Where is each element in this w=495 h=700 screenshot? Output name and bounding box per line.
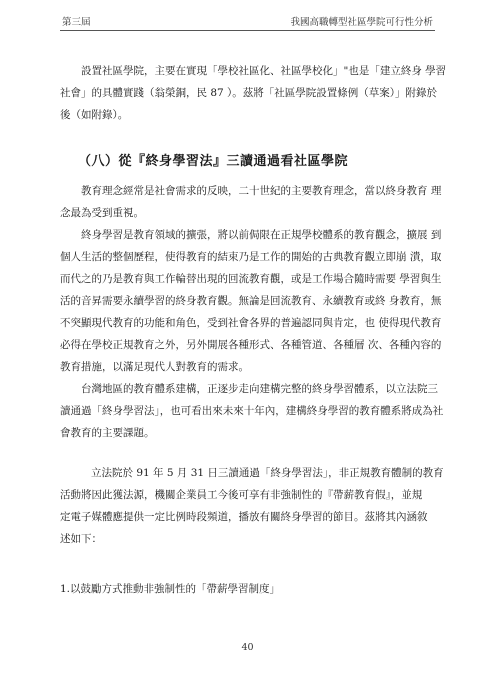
header-rule bbox=[60, 30, 435, 31]
section-heading: （八）從『終身學習法』三讀通過看社區學院 bbox=[78, 154, 349, 169]
text-line: 台灣地區的教育體系建構，正逐步走向建構完整的終身學習體系，以立法院三 bbox=[81, 383, 438, 395]
text-line: 教育理念經常是社會需求的反映，二十世紀的主要教育理念，當以終身教育 理 bbox=[81, 185, 442, 197]
text-line: 立法院於 91 年 5 月 31 日三讀通過「終身學習法」，非正規教育體制的教育 bbox=[91, 467, 444, 479]
paragraph-education-concept bbox=[60, 180, 442, 224]
header-left: 第三屆 bbox=[62, 17, 91, 28]
text-line: 設置社區學院，主要在實現「學校社區化、社區學校化」"也是「建立終身 學習 bbox=[81, 65, 447, 77]
text-line: 述如下： bbox=[60, 533, 102, 545]
paragraph-taiwan-system bbox=[60, 378, 444, 444]
text-line: 個人生活的整個歷程，使得教育的結束乃是工作的開始的古典教育觀立即崩 潰，取 bbox=[60, 251, 442, 263]
text-line: 讀通過「終身學習法」，也可看出來未來十年內，建構終身學習的教育體系將成為社 bbox=[60, 405, 444, 417]
intro-paragraph bbox=[60, 60, 447, 126]
text-line: 念最為受到重視。 bbox=[60, 207, 144, 219]
text-line: 1.以鼓勵方式推動非強制性的「帶薪學習制度」 bbox=[60, 583, 281, 595]
text-line: 教育措施，以滿足現代人對教育的需求。 bbox=[60, 361, 249, 373]
paragraph-lifelong-learning bbox=[60, 224, 442, 378]
text-line: 而代之的乃是教育與工作輪替出現的回流教育觀，或是工作場合隨時需要 學習與生 bbox=[60, 273, 442, 285]
text-line: 終身學習是教育領域的擴張，將以前侷限在正規學校體系的教育觀念，擴展 到 bbox=[81, 229, 442, 241]
text-line: 活的音昇需要永續學習的終身教育觀。無論是回流教育、永續教育或終 身教育，無 bbox=[60, 295, 442, 307]
text-line: 不突顯現代教育的功能和角色，受到社會各界的普遍認同與肯定，也 使得現代教育 bbox=[60, 317, 442, 329]
text-line: 必得在學校正規教育之外，另外開展各種形式、各種管道、各種層 次、各種內容的 bbox=[60, 339, 442, 351]
text-line: 會教育的主要課題。 bbox=[60, 427, 155, 439]
text-line: 活動將因此獲法源，機關企業員工今後可享有非強制性的『帶薪教育假』，並規 bbox=[60, 489, 423, 501]
paragraph-legislation bbox=[60, 462, 444, 550]
page-number: 40 bbox=[241, 642, 254, 653]
text-line: 社會」的具體實踐（翁榮銅，民 87 ）。茲將「社區學院設置條例（草案）」附錄於 bbox=[60, 87, 438, 99]
list-item-1 bbox=[60, 578, 435, 600]
text-line: 定電子媒體應提供一定比例時段頻道，播放有關終身學習的節目。茲將其內涵敘 bbox=[60, 511, 428, 523]
text-line: 後（如附錄）。 bbox=[60, 109, 129, 121]
header-right: 我國高職轉型社區學院可行性分析 bbox=[290, 17, 433, 28]
